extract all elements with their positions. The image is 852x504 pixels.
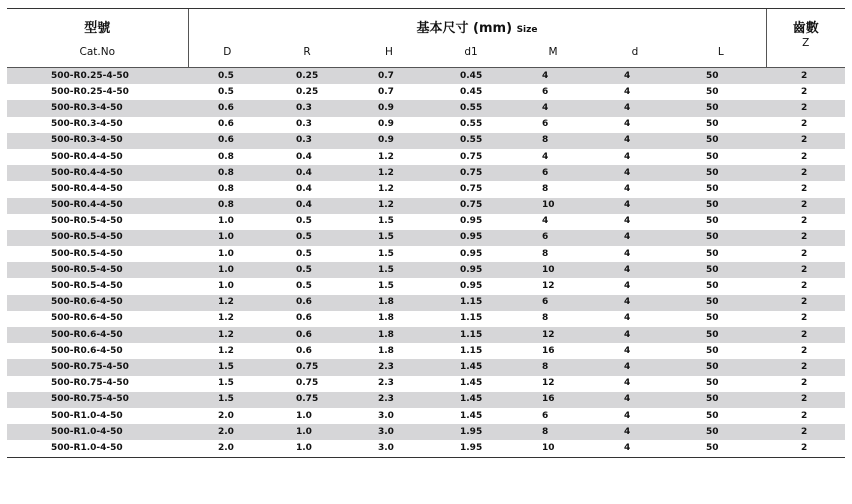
cell-R: 0.3 xyxy=(266,100,348,116)
cell-d1: 1.15 xyxy=(430,295,512,311)
cell-d1: 0.75 xyxy=(430,165,512,181)
cell-d: 4 xyxy=(594,295,676,311)
cell-d1: 0.45 xyxy=(430,84,512,100)
cell-d1: 1.15 xyxy=(430,311,512,327)
table-row xyxy=(7,440,845,457)
cell-L: 50 xyxy=(676,230,766,246)
cell-H: 0.7 xyxy=(348,68,430,85)
cell-R: 0.25 xyxy=(266,84,348,100)
cell-L: 50 xyxy=(676,133,766,149)
cell-Z: 2 xyxy=(766,181,845,197)
table-row xyxy=(7,230,845,246)
cell-M: 8 xyxy=(512,181,594,197)
cell-D: 0.6 xyxy=(188,117,266,133)
cell-Z: 2 xyxy=(766,84,845,100)
cell-cat-no: 500-R0.6-4-50 xyxy=(7,343,188,359)
cell-d1: 0.75 xyxy=(430,181,512,197)
cell-d: 4 xyxy=(594,392,676,408)
cell-L: 50 xyxy=(676,165,766,181)
cell-R: 0.4 xyxy=(266,165,348,181)
cell-d: 4 xyxy=(594,327,676,343)
cell-Z: 2 xyxy=(766,359,845,375)
cell-d1: 1.15 xyxy=(430,327,512,343)
col-header-L: L xyxy=(676,37,766,68)
cell-Z: 2 xyxy=(766,246,845,262)
cell-d1: 1.95 xyxy=(430,440,512,457)
cell-d1: 0.95 xyxy=(430,262,512,278)
cell-d: 4 xyxy=(594,311,676,327)
cell-D: 0.8 xyxy=(188,149,266,165)
cell-cat-no: 500-R0.3-4-50 xyxy=(7,133,188,149)
cell-Z: 2 xyxy=(766,68,845,85)
cell-H: 0.7 xyxy=(348,84,430,100)
cell-M: 16 xyxy=(512,392,594,408)
table-row xyxy=(7,262,845,278)
cell-L: 50 xyxy=(676,311,766,327)
cell-cat-no: 500-R0.5-4-50 xyxy=(7,214,188,230)
table-row xyxy=(7,181,845,197)
cell-Z: 2 xyxy=(766,376,845,392)
cell-cat-no: 500-R0.25-4-50 xyxy=(7,68,188,85)
cell-d1: 0.55 xyxy=(430,117,512,133)
cell-H: 0.9 xyxy=(348,100,430,116)
cell-Z: 2 xyxy=(766,311,845,327)
cell-cat-no: 500-R0.5-4-50 xyxy=(7,246,188,262)
table-row xyxy=(7,376,845,392)
cell-d: 4 xyxy=(594,424,676,440)
cell-R: 0.4 xyxy=(266,198,348,214)
dims-size-label: Size xyxy=(516,25,538,35)
cell-Z: 2 xyxy=(766,408,845,424)
table-row xyxy=(7,392,845,408)
cell-d1: 1.15 xyxy=(430,343,512,359)
cell-Z: 2 xyxy=(766,262,845,278)
cell-L: 50 xyxy=(676,262,766,278)
cell-H: 1.5 xyxy=(348,262,430,278)
cell-H: 1.8 xyxy=(348,295,430,311)
cell-d1: 0.95 xyxy=(430,230,512,246)
cell-d: 4 xyxy=(594,214,676,230)
cell-M: 6 xyxy=(512,408,594,424)
cell-M: 6 xyxy=(512,165,594,181)
cell-d1: 1.95 xyxy=(430,424,512,440)
table-row xyxy=(7,408,845,424)
cell-R: 0.6 xyxy=(266,295,348,311)
cell-d: 4 xyxy=(594,165,676,181)
cell-R: 0.5 xyxy=(266,230,348,246)
cell-d: 4 xyxy=(594,440,676,457)
cell-d: 4 xyxy=(594,343,676,359)
cell-d: 4 xyxy=(594,278,676,294)
cell-Z: 2 xyxy=(766,214,845,230)
cell-L: 50 xyxy=(676,376,766,392)
cell-D: 0.5 xyxy=(188,84,266,100)
cell-L: 50 xyxy=(676,424,766,440)
cell-D: 2.0 xyxy=(188,440,266,457)
col-header-d: d xyxy=(594,37,676,68)
table-row xyxy=(7,100,845,116)
cell-d: 4 xyxy=(594,262,676,278)
cell-H: 1.5 xyxy=(348,214,430,230)
cell-L: 50 xyxy=(676,408,766,424)
cell-M: 4 xyxy=(512,214,594,230)
cell-cat-no: 500-R0.4-4-50 xyxy=(7,165,188,181)
cell-cat-no: 500-R0.6-4-50 xyxy=(7,295,188,311)
cell-Z: 2 xyxy=(766,278,845,294)
cell-d1: 0.95 xyxy=(430,214,512,230)
cell-d1: 0.95 xyxy=(430,246,512,262)
cell-M: 6 xyxy=(512,117,594,133)
cell-cat-no: 500-R1.0-4-50 xyxy=(7,424,188,440)
cell-cat-no: 500-R0.4-4-50 xyxy=(7,198,188,214)
cell-R: 0.3 xyxy=(266,117,348,133)
cell-d: 4 xyxy=(594,246,676,262)
cell-D: 1.2 xyxy=(188,295,266,311)
cell-M: 8 xyxy=(512,311,594,327)
cell-H: 1.8 xyxy=(348,311,430,327)
cell-d1: 0.55 xyxy=(430,100,512,116)
cell-d1: 0.75 xyxy=(430,149,512,165)
cell-R: 0.4 xyxy=(266,181,348,197)
cell-d1: 1.45 xyxy=(430,376,512,392)
cell-R: 0.25 xyxy=(266,68,348,85)
cell-R: 0.6 xyxy=(266,327,348,343)
cell-d1: 0.45 xyxy=(430,68,512,85)
cell-Z: 2 xyxy=(766,295,845,311)
cell-D: 0.8 xyxy=(188,165,266,181)
cell-M: 8 xyxy=(512,424,594,440)
cell-L: 50 xyxy=(676,440,766,457)
cell-cat-no: 500-R0.75-4-50 xyxy=(7,359,188,375)
cell-cat-no: 500-R0.5-4-50 xyxy=(7,230,188,246)
col-header-D: D xyxy=(188,37,266,68)
cell-H: 1.8 xyxy=(348,343,430,359)
cell-H: 2.3 xyxy=(348,376,430,392)
cell-D: 1.2 xyxy=(188,327,266,343)
cell-M: 12 xyxy=(512,278,594,294)
cell-Z: 2 xyxy=(766,392,845,408)
cell-H: 2.3 xyxy=(348,359,430,375)
cell-R: 1.0 xyxy=(266,440,348,457)
cell-D: 1.0 xyxy=(188,246,266,262)
cell-D: 0.6 xyxy=(188,100,266,116)
cell-H: 1.2 xyxy=(348,198,430,214)
cell-Z: 2 xyxy=(766,165,845,181)
cell-d: 4 xyxy=(594,84,676,100)
cell-H: 0.9 xyxy=(348,133,430,149)
cell-M: 8 xyxy=(512,246,594,262)
cell-H: 1.5 xyxy=(348,278,430,294)
cell-cat-no: 500-R0.4-4-50 xyxy=(7,149,188,165)
cell-Z: 2 xyxy=(766,327,845,343)
cell-d1: 1.45 xyxy=(430,359,512,375)
cell-M: 12 xyxy=(512,327,594,343)
cell-D: 1.0 xyxy=(188,214,266,230)
cell-D: 1.5 xyxy=(188,359,266,375)
cell-D: 0.8 xyxy=(188,181,266,197)
table-row xyxy=(7,343,845,359)
cell-R: 1.0 xyxy=(266,408,348,424)
cell-M: 6 xyxy=(512,230,594,246)
cell-L: 50 xyxy=(676,278,766,294)
cell-H: 1.5 xyxy=(348,230,430,246)
cell-cat-no: 500-R0.5-4-50 xyxy=(7,278,188,294)
cell-Z: 2 xyxy=(766,440,845,457)
cell-R: 0.6 xyxy=(266,311,348,327)
cell-L: 50 xyxy=(676,198,766,214)
col-header-R: R xyxy=(266,37,348,68)
cell-D: 1.0 xyxy=(188,262,266,278)
cell-Z: 2 xyxy=(766,198,845,214)
col-header-d1: d1 xyxy=(430,37,512,68)
cell-d: 4 xyxy=(594,230,676,246)
cell-M: 16 xyxy=(512,343,594,359)
cell-d: 4 xyxy=(594,149,676,165)
cell-M: 10 xyxy=(512,440,594,457)
cell-d: 4 xyxy=(594,133,676,149)
cell-H: 1.2 xyxy=(348,165,430,181)
cell-cat-no: 500-R0.25-4-50 xyxy=(7,84,188,100)
cell-M: 8 xyxy=(512,359,594,375)
cell-M: 6 xyxy=(512,295,594,311)
cell-M: 10 xyxy=(512,198,594,214)
table-row xyxy=(7,311,845,327)
cell-cat-no: 500-R0.6-4-50 xyxy=(7,327,188,343)
cell-cat-no: 500-R0.75-4-50 xyxy=(7,376,188,392)
cell-Z: 2 xyxy=(766,133,845,149)
cell-L: 50 xyxy=(676,181,766,197)
cell-cat-no: 500-R1.0-4-50 xyxy=(7,408,188,424)
table-header xyxy=(7,9,845,68)
cell-d1: 0.95 xyxy=(430,278,512,294)
cell-D: 1.0 xyxy=(188,230,266,246)
table-row xyxy=(7,165,845,181)
cell-R: 0.4 xyxy=(266,149,348,165)
table-row xyxy=(7,149,845,165)
cell-d: 4 xyxy=(594,181,676,197)
table-row xyxy=(7,214,845,230)
table-row xyxy=(7,327,845,343)
table-row xyxy=(7,68,845,85)
cell-L: 50 xyxy=(676,246,766,262)
cell-M: 8 xyxy=(512,133,594,149)
cell-cat-no: 500-R0.3-4-50 xyxy=(7,117,188,133)
cell-R: 0.5 xyxy=(266,214,348,230)
cell-R: 0.6 xyxy=(266,343,348,359)
cell-D: 2.0 xyxy=(188,408,266,424)
cell-H: 3.0 xyxy=(348,408,430,424)
cell-M: 6 xyxy=(512,84,594,100)
table-row xyxy=(7,133,845,149)
cell-D: 0.8 xyxy=(188,198,266,214)
cell-D: 1.5 xyxy=(188,376,266,392)
cell-d1: 0.75 xyxy=(430,198,512,214)
table-row xyxy=(7,295,845,311)
table-row xyxy=(7,246,845,262)
cell-D: 1.5 xyxy=(188,392,266,408)
cell-D: 1.2 xyxy=(188,311,266,327)
cell-L: 50 xyxy=(676,327,766,343)
cell-d1: 1.45 xyxy=(430,392,512,408)
cell-H: 0.9 xyxy=(348,117,430,133)
dims-title-cell xyxy=(188,9,766,38)
cell-D: 1.2 xyxy=(188,343,266,359)
cell-R: 0.75 xyxy=(266,359,348,375)
cell-R: 0.75 xyxy=(266,392,348,408)
teeth-title: 齒數 xyxy=(766,9,845,38)
cell-Z: 2 xyxy=(766,424,845,440)
cell-cat-no: 500-R1.0-4-50 xyxy=(7,440,188,457)
cell-d: 4 xyxy=(594,359,676,375)
cell-H: 1.2 xyxy=(348,181,430,197)
cell-H: 3.0 xyxy=(348,440,430,457)
cell-Z: 2 xyxy=(766,149,845,165)
cell-cat-no: 500-R0.75-4-50 xyxy=(7,392,188,408)
cell-H: 3.0 xyxy=(348,424,430,440)
cell-L: 50 xyxy=(676,214,766,230)
cell-d: 4 xyxy=(594,100,676,116)
table-body xyxy=(7,68,845,458)
cell-d: 4 xyxy=(594,408,676,424)
col-header-M: M xyxy=(512,37,594,68)
model-title: 型號 xyxy=(7,9,188,38)
cell-L: 50 xyxy=(676,117,766,133)
cell-L: 50 xyxy=(676,149,766,165)
cell-R: 0.75 xyxy=(266,376,348,392)
cell-d: 4 xyxy=(594,68,676,85)
teeth-sub-header: Z xyxy=(766,37,845,68)
cell-D: 2.0 xyxy=(188,424,266,440)
table-row xyxy=(7,117,845,133)
cell-H: 1.5 xyxy=(348,246,430,262)
cell-D: 0.6 xyxy=(188,133,266,149)
cell-M: 4 xyxy=(512,68,594,85)
cell-R: 0.5 xyxy=(266,278,348,294)
cell-L: 50 xyxy=(676,392,766,408)
table-row xyxy=(7,278,845,294)
cell-R: 0.5 xyxy=(266,262,348,278)
table-row xyxy=(7,359,845,375)
cell-L: 50 xyxy=(676,68,766,85)
cell-cat-no: 500-R0.4-4-50 xyxy=(7,181,188,197)
table-row xyxy=(7,424,845,440)
dims-title: 基本尺寸 (mm) xyxy=(416,21,513,36)
col-header-H: H xyxy=(348,37,430,68)
cell-H: 2.3 xyxy=(348,392,430,408)
cell-d: 4 xyxy=(594,376,676,392)
spec-table xyxy=(7,8,845,458)
cell-R: 0.5 xyxy=(266,246,348,262)
cell-Z: 2 xyxy=(766,343,845,359)
cell-R: 1.0 xyxy=(266,424,348,440)
cell-Z: 2 xyxy=(766,100,845,116)
cell-cat-no: 500-R0.5-4-50 xyxy=(7,262,188,278)
cell-M: 4 xyxy=(512,149,594,165)
cell-d: 4 xyxy=(594,198,676,214)
cell-M: 4 xyxy=(512,100,594,116)
cell-H: 1.2 xyxy=(348,149,430,165)
catno-header: Cat.No xyxy=(7,37,188,68)
cell-Z: 2 xyxy=(766,230,845,246)
cell-D: 1.0 xyxy=(188,278,266,294)
cell-H: 1.8 xyxy=(348,327,430,343)
cell-M: 10 xyxy=(512,262,594,278)
cell-D: 0.5 xyxy=(188,68,266,85)
cell-L: 50 xyxy=(676,100,766,116)
cell-Z: 2 xyxy=(766,117,845,133)
cell-L: 50 xyxy=(676,343,766,359)
cell-M: 12 xyxy=(512,376,594,392)
cell-d1: 0.55 xyxy=(430,133,512,149)
table-row xyxy=(7,84,845,100)
cell-L: 50 xyxy=(676,84,766,100)
table-row xyxy=(7,198,845,214)
cell-L: 50 xyxy=(676,295,766,311)
cell-d: 4 xyxy=(594,117,676,133)
cell-cat-no: 500-R0.3-4-50 xyxy=(7,100,188,116)
cell-d1: 1.45 xyxy=(430,408,512,424)
cell-cat-no: 500-R0.6-4-50 xyxy=(7,311,188,327)
cell-R: 0.3 xyxy=(266,133,348,149)
spec-table-container xyxy=(7,8,845,458)
cell-L: 50 xyxy=(676,359,766,375)
